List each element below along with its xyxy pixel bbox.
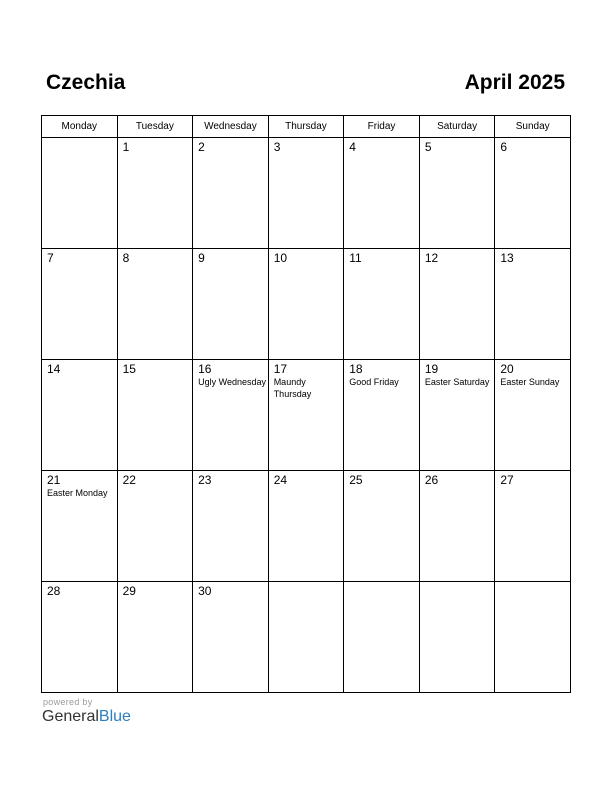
day-number: 8: [122, 251, 130, 265]
day-number: 7: [47, 251, 54, 265]
day-number: 19: [424, 362, 439, 376]
day-cell: [193, 582, 269, 693]
day-cell: [419, 471, 495, 582]
day-number: 3: [273, 140, 281, 154]
weekday-header-row: [42, 116, 571, 138]
day-cell: [268, 582, 344, 693]
weekday-header: Sunday: [495, 116, 571, 138]
holiday-label: Good Friday: [349, 377, 399, 387]
day-cell: [268, 138, 344, 249]
country-title: Czechia: [46, 71, 126, 94]
day-number: 27: [500, 473, 514, 487]
weekday-header: Thursday: [268, 116, 344, 138]
day-number: 21: [47, 473, 61, 487]
day-number: 25: [349, 473, 363, 487]
week-row: [42, 138, 571, 249]
day-cell: [117, 138, 193, 249]
day-cell: [42, 360, 118, 471]
day-number: 1: [122, 140, 130, 154]
day-number: 17: [273, 362, 288, 376]
weekday-header: Friday: [344, 116, 420, 138]
powered-by-label: powered by: [43, 697, 93, 707]
day-cell: [495, 138, 571, 249]
day-cell: [42, 582, 118, 693]
brand-general-text: General: [42, 708, 99, 725]
day-cell: [193, 471, 269, 582]
weekday-header: Saturday: [419, 116, 495, 138]
weekday-header: Monday: [42, 116, 118, 138]
day-cell: [495, 249, 571, 360]
day-cell: [419, 360, 495, 471]
week-row: [42, 471, 571, 582]
day-number: 16: [198, 362, 212, 376]
day-cell: [268, 471, 344, 582]
holiday-label: Ugly Wednesday: [198, 377, 266, 387]
day-cell: [495, 582, 571, 693]
holiday-label: Maundy Thursday: [273, 377, 312, 399]
generalblue-logo: [42, 708, 131, 726]
day-cell: [42, 471, 118, 582]
day-number: 10: [273, 251, 288, 265]
day-cell: [117, 471, 193, 582]
day-number: 20: [500, 362, 514, 376]
week-row: [42, 249, 571, 360]
calendar-grid: [41, 115, 571, 693]
day-number: 12: [424, 251, 439, 265]
weekday-header: Wednesday: [193, 116, 269, 138]
week-row: [42, 582, 571, 693]
month-title: April 2025: [464, 71, 565, 94]
weekday-header: Tuesday: [117, 116, 193, 138]
day-cell: [117, 360, 193, 471]
day-cell: [268, 249, 344, 360]
day-cell: [344, 138, 420, 249]
day-number: 30: [198, 584, 212, 598]
day-cell: [495, 471, 571, 582]
day-cell: [193, 360, 269, 471]
day-cell: [42, 249, 118, 360]
day-cell: [117, 582, 193, 693]
holiday-label: Easter Saturday: [424, 377, 490, 387]
day-cell: [42, 138, 118, 249]
day-number: 29: [122, 584, 136, 598]
day-number: 4: [349, 140, 356, 154]
day-number: 28: [47, 584, 61, 598]
day-number: 23: [198, 473, 212, 487]
day-number: 5: [424, 140, 432, 154]
day-number: 24: [273, 473, 288, 487]
day-cell: [344, 249, 420, 360]
day-number: 2: [198, 140, 205, 154]
day-cell: [344, 360, 420, 471]
day-cell: [117, 249, 193, 360]
day-number: 26: [424, 473, 439, 487]
brand-blue-text: Blue: [98, 708, 131, 725]
holiday-label: Easter Sunday: [500, 377, 560, 387]
week-row: [42, 360, 571, 471]
day-number: 13: [500, 251, 514, 265]
day-number: 11: [349, 251, 362, 265]
day-number: 22: [122, 473, 136, 487]
day-cell: [193, 138, 269, 249]
day-cell: [495, 360, 571, 471]
day-cell: [193, 249, 269, 360]
day-number: 14: [47, 362, 61, 376]
day-number: 9: [198, 251, 205, 265]
day-cell: [419, 582, 495, 693]
day-number: 15: [122, 362, 136, 376]
day-cell: [268, 360, 344, 471]
day-number: 18: [349, 362, 363, 376]
day-cell: [344, 582, 420, 693]
day-cell: [419, 138, 495, 249]
day-number: 6: [500, 140, 508, 154]
day-cell: [419, 249, 495, 360]
day-cell: [344, 471, 420, 582]
holiday-label: Easter Monday: [47, 488, 108, 498]
